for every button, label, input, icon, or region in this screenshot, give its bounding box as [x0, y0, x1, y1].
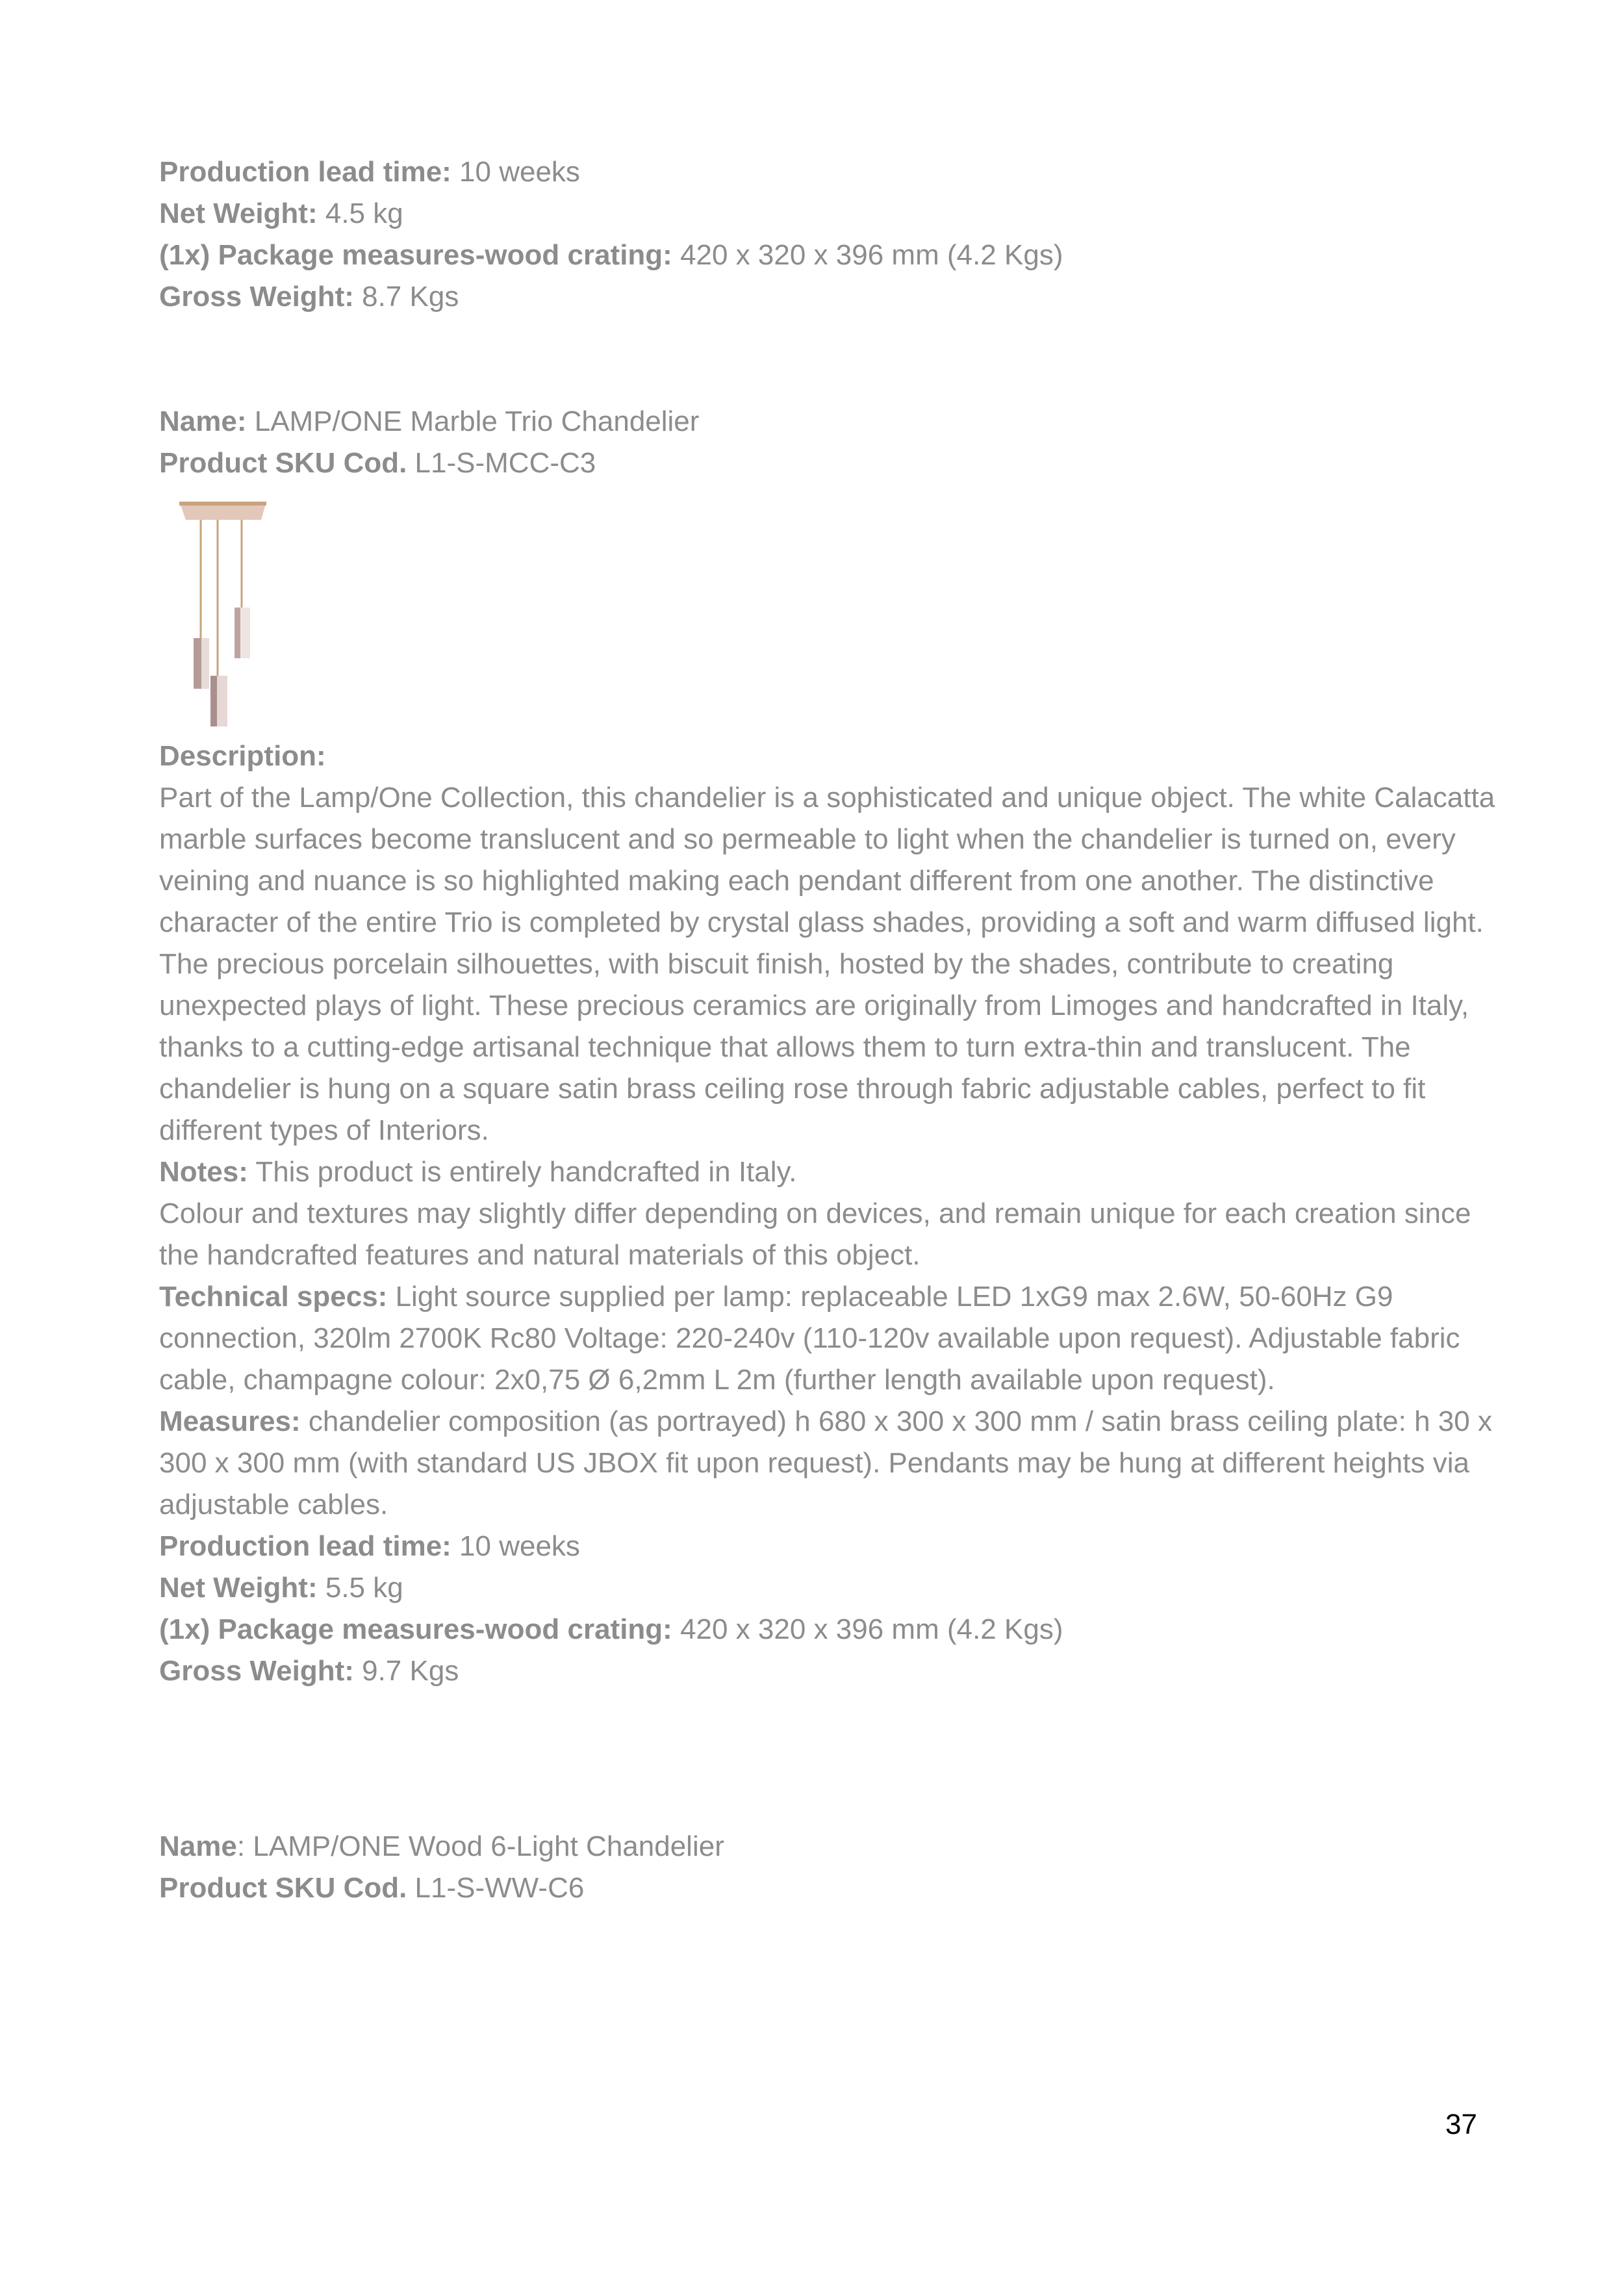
prev-net-weight: [159, 193, 403, 235]
prev-package-value: 420 x 320 x 396 mm (4.2 Kgs): [672, 239, 1063, 271]
pendant-left-shade: [194, 638, 201, 689]
prev-lead-time-label: Production lead time:: [159, 156, 451, 188]
net-weight-label: Net Weight:: [159, 1572, 318, 1604]
next-product-name-label: Name: [159, 1830, 237, 1862]
gross-weight: [159, 1650, 1497, 1692]
product-details: [159, 736, 1497, 1692]
lead-time: [159, 1526, 1497, 1567]
notes-value: This product is entirely handcrafted in Italy.: [247, 1156, 797, 1188]
prev-package: [159, 235, 1063, 276]
gross-weight-value: 9.7 Kgs: [353, 1655, 459, 1687]
package-measures-label: (1x) Package measures-wood crating:: [159, 1613, 672, 1645]
product-name: [159, 401, 699, 442]
prev-gross-weight-label: Gross Weight:: [159, 281, 354, 313]
prev-lead-time: [159, 151, 580, 193]
prev-net-weight-value: 4.5 kg: [317, 198, 403, 229]
net-weight-value: 5.5 kg: [317, 1572, 403, 1604]
notes-label: Notes:: [159, 1156, 248, 1188]
measures: [159, 1401, 1497, 1526]
pendant-middle-shade: [210, 676, 217, 726]
product-name-label: Name:: [159, 405, 247, 437]
gross-weight-label: Gross Weight:: [159, 1655, 354, 1687]
ceiling-plate-edge: [179, 502, 266, 506]
prev-lead-time-value: 10 weeks: [451, 156, 580, 188]
prev-net-weight-label: Net Weight:: [159, 198, 318, 229]
next-product-name: [159, 1826, 724, 1867]
next-product-sku: [159, 1867, 584, 1909]
product-image: [177, 500, 274, 728]
next-product-name-value: : LAMP/ONE Wood 6-Light Chandelier: [236, 1830, 724, 1862]
product-name-value: LAMP/ONE Marble Trio Chandelier: [246, 405, 700, 437]
next-product-sku-label: Product SKU Cod.: [159, 1872, 407, 1904]
chandelier-illustration: [177, 500, 274, 728]
technical-specs-label: Technical specs:: [159, 1281, 388, 1313]
package-measures: [159, 1609, 1497, 1650]
package-measures-value: 420 x 320 x 396 mm (4.2 Kgs): [672, 1613, 1063, 1645]
measures-label: Measures:: [159, 1405, 301, 1437]
technical-specs: [159, 1276, 1497, 1401]
product-sku: [159, 442, 596, 484]
product-sku-value: L1-S-MCC-C3: [407, 447, 596, 479]
notes: [159, 1151, 1497, 1193]
description-text: Part of the Lamp/One Collection, this chandelier is a sophisticated and unique object. The white Calacatta marble surfaces become translucent and so permeable to light when the chandelier is turned on, every veining and nuance is so highlighted making each pendant different from one another. The distinctive character of the entire Trio is completed by crystal glass shades, providing a soft and warm diffused light. The precious porcelain silhouettes, with biscuit finish, hosted by the shades, contribute to creating unexpected plays of light. These precious ceramics are originally from Limoges and handcrafted in Italy, thanks to a cutting-edge artisanal technique that allows them to turn extra-thin and translucent. The chandelier is hung on a square satin brass ceiling rose through fabric adjustable cables, perfect to fit different types of Interiors.: [159, 782, 1495, 1146]
net-weight: [159, 1567, 1497, 1609]
lead-time-label: Production lead time:: [159, 1530, 451, 1562]
prev-gross-weight-value: 8.7 Kgs: [353, 281, 459, 313]
notes-extra: Colour and textures may slightly differ depending on devices, and remain unique for each creation since the handcrafted features and natural materials of this object.: [159, 1198, 1471, 1271]
technical-specs-value: Light source supplied per lamp: replaceable LED 1xG9 max 2.6W, 50-60Hz G9 connection, 320lm 2700K Rc80 Voltage: 220-240v (110-120v available upon request). Adjustable fabric cable, champagne colour: 2x0,75 Ø 6,2mm L 2m (further length available upon request).: [159, 1281, 1460, 1396]
pendant-right-shade: [235, 608, 240, 658]
measures-value: chandelier composition (as portrayed) h 680 x 300 x 300 mm / satin brass ceiling plate: h 30 x 300 x 300 mm (with standard US JBOX fit upon request). Pendants may be hung at different heights via adjustable cables.: [159, 1405, 1492, 1520]
lead-time-value: 10 weeks: [451, 1530, 580, 1562]
prev-gross-weight: [159, 276, 459, 318]
prev-package-label: (1x) Package measures-wood crating:: [159, 239, 672, 271]
product-sku-label: Product SKU Cod.: [159, 447, 407, 479]
description-label: Description:: [159, 740, 326, 772]
next-product-sku-value: L1-S-WW-C6: [407, 1872, 585, 1904]
page-number: 37: [1445, 2109, 1477, 2140]
